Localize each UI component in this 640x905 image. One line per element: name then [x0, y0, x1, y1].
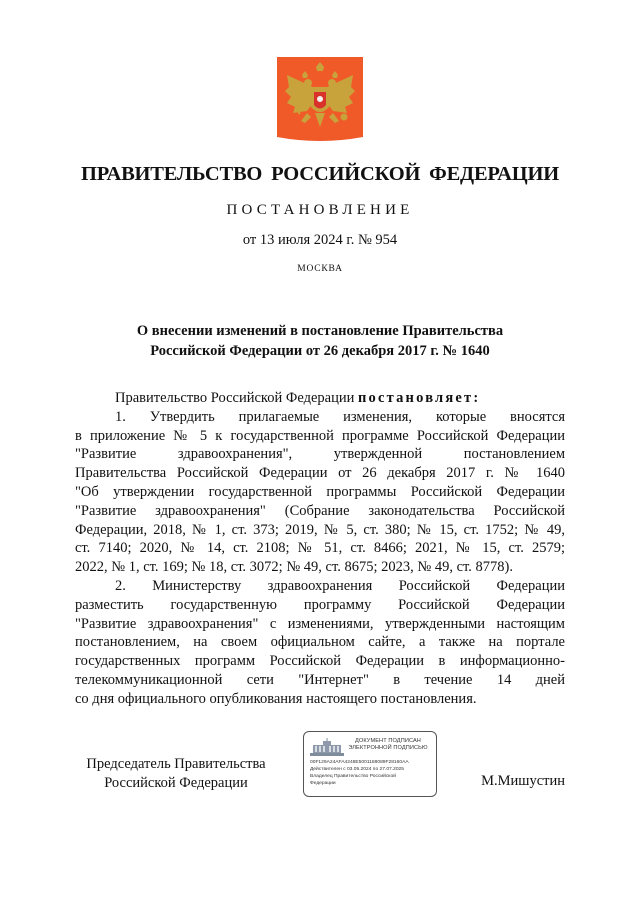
item-1-paragraph	[75, 408, 565, 577]
document-city: МОСКВА	[297, 264, 343, 274]
text-line: "Развитие здравоохранения", утвержденной постановлением	[75, 446, 565, 463]
document-body	[75, 389, 565, 709]
subject-line: Российской Федерации от 26 декабря 2017 г. № 1640	[150, 343, 490, 359]
signer-title	[76, 755, 276, 793]
document-subject	[60, 321, 580, 361]
intro-prefix: Правительство Российской Федерации	[115, 390, 355, 406]
document-type: ПОСТАНОВЛЕНИЕ	[226, 202, 414, 218]
document-date-number: от 13 июля 2024 г. № 954	[242, 232, 398, 248]
signer-name: М.Мишустин	[481, 773, 565, 789]
government-title: ПРАВИТЕЛЬСТВО РОССИЙСКОЙ ФЕДЕРАЦИИ	[81, 163, 559, 185]
text-line: государственных программ Российской Федерации в информационно-	[75, 653, 565, 670]
text-line: "Развитие здравоохранения" с изменениями, утвержденными настоящим	[75, 615, 565, 632]
intro-paragraph	[75, 389, 565, 408]
stamp-validity: Действителен с 03.05.2024 по 27.07.2025	[310, 767, 404, 772]
text-line: 1. Утвердить прилагаемые изменения, которые вносятся	[115, 408, 565, 425]
text-line: телекоммуникационной сети "Интернет" в течение 14 дней	[75, 671, 565, 688]
signer-title-line: Председатель Правительства	[86, 756, 266, 772]
text-line: ст. 7140; 2020, № 14, ст. 2108; № 51, ст. 8466; 2021, № 15, ст. 2579;	[75, 540, 565, 557]
stamp-details	[310, 759, 434, 787]
text-line: Федерации, 2018, № 1, ст. 373; 2019, № 5, ст. 380; № 15, ст. 1752; № 49,	[75, 521, 565, 538]
coat-of-arms-emblem	[277, 57, 363, 145]
coat-of-arms-icon	[277, 57, 363, 145]
intro-verb: постановляет:	[357, 390, 481, 406]
text-line: разместить государственную программу Российской Федерации	[75, 596, 565, 613]
stamp-header-line: ЭЛЕКТРОННОЙ ПОДПИСЬЮ	[348, 745, 428, 752]
signer-title-line: Российской Федерации	[104, 775, 248, 791]
text-line: 2022, № 1, ст. 169; № 18, ст. 3072; № 49, ст. 8675; 2023, № 49, ст. 8778).	[75, 559, 513, 576]
stamp-certificate: 00F129A24AFA4248E5001188089F28160AA	[310, 760, 409, 765]
text-line: в приложение № 5 к государственной программе Российской Федерации	[75, 427, 565, 444]
subject-line: О внесении изменений в постановление Правительства	[136, 323, 504, 339]
electronic-signature-stamp	[303, 731, 437, 797]
item-2-paragraph	[75, 577, 565, 709]
stamp-owner: Федерации	[310, 781, 336, 786]
text-line: 2. Министерству здравоохранения Российской Федерации	[115, 577, 565, 594]
text-line: со дня официального опубликования настоящего постановления.	[75, 690, 477, 707]
stamp-emblem	[310, 738, 344, 756]
stamp-owner: Владелец Правительство Российской	[310, 774, 396, 779]
text-line: "Развитие здравоохранения" (Собрание законодательства Российской	[75, 502, 565, 519]
stamp-header-line: ДОКУМЕНТ ПОДПИСАН	[355, 738, 421, 744]
text-line: "Об утверждении государственной программы Российской Федерации	[75, 483, 565, 500]
building-icon	[310, 738, 344, 756]
stamp-header	[342, 738, 434, 752]
text-line: Правительства Российской Федерации от 26 декабря 2017 г. № 1640	[75, 465, 565, 482]
text-line: постановлением, на своем официальном сайте, а также на портале	[75, 634, 565, 651]
